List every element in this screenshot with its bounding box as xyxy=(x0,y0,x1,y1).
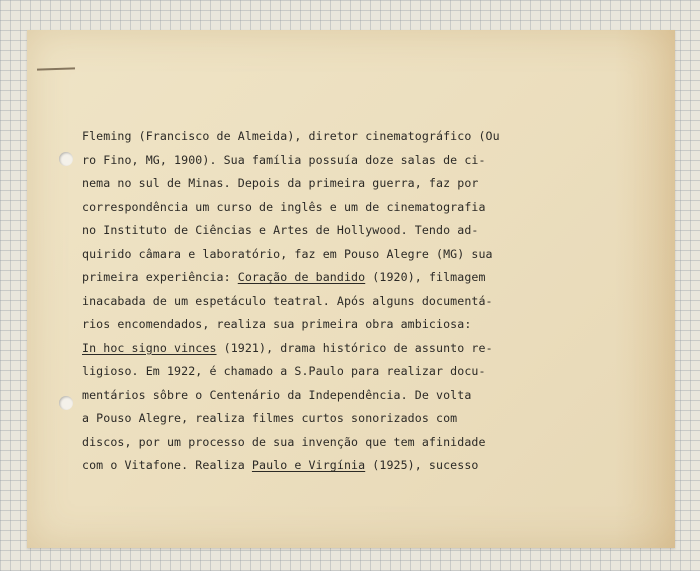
text-segment: com o Vitafone. Realiza xyxy=(82,458,252,472)
text-line xyxy=(82,384,672,408)
film-title: Coração de bandido xyxy=(237,270,366,284)
text-line xyxy=(82,125,672,149)
text-line xyxy=(82,337,672,361)
text-line xyxy=(82,407,672,431)
typewritten-card xyxy=(27,30,675,548)
film-title: Paulo e Virgínia xyxy=(251,458,366,472)
text-line xyxy=(82,313,672,337)
pencil-mark xyxy=(37,67,75,70)
punch-hole-bottom xyxy=(59,396,73,410)
text-line xyxy=(82,243,672,267)
text-segment: inacabada de um espetáculo teatral. Após alguns documentá- xyxy=(82,293,493,308)
text-line xyxy=(82,196,672,220)
punch-hole-top xyxy=(59,152,73,166)
text-segment: no Instituto de Ciências e Artes de Hollywood. Tendo ad- xyxy=(82,223,479,237)
text-segment: nema no sul de Minas. Depois da primeira guerra, faz por xyxy=(82,176,479,190)
text-segment: (1920), filmagem xyxy=(365,270,486,284)
text-segment: Fleming (Francisco de Almeida), diretor cinematográfico (Ou xyxy=(82,129,500,143)
text-line xyxy=(82,266,672,290)
text-segment: rios encomendados, realiza sua primeira obra ambiciosa: xyxy=(82,317,472,331)
text-segment: discos, por um processo de sua invenção que tem afinidade xyxy=(82,434,486,449)
text-segment: ro Fino, MG, 1900). Sua família possuía doze salas de ci- xyxy=(82,152,486,167)
text-line xyxy=(82,360,672,384)
text-segment: (1921), drama histórico de assunto re- xyxy=(216,340,493,355)
text-segment: a Pouso Alegre, realiza filmes curtos sonorizados com xyxy=(82,411,458,425)
film-title: In hoc signo vinces xyxy=(82,340,217,355)
text-segment: (1925), sucesso xyxy=(365,458,479,472)
text-line xyxy=(82,149,672,173)
text-segment: mentários sôbre o Centenário da Independência. De volta xyxy=(82,387,472,402)
text-segment: ligioso. Em 1922, é chamado a S.Paulo para realizar docu- xyxy=(82,364,486,378)
text-line xyxy=(82,290,672,314)
text-segment: primeira experiência: xyxy=(82,270,238,284)
text-line xyxy=(82,454,672,478)
text-line xyxy=(82,172,672,196)
text-line xyxy=(82,431,672,455)
text-line xyxy=(82,219,672,243)
text-segment: quirido câmara e laboratório, faz em Pouso Alegre (MG) sua xyxy=(82,246,493,261)
text-segment: correspondência um curso de inglês e um de cinematografia xyxy=(82,199,486,214)
typewritten-text xyxy=(82,125,672,478)
